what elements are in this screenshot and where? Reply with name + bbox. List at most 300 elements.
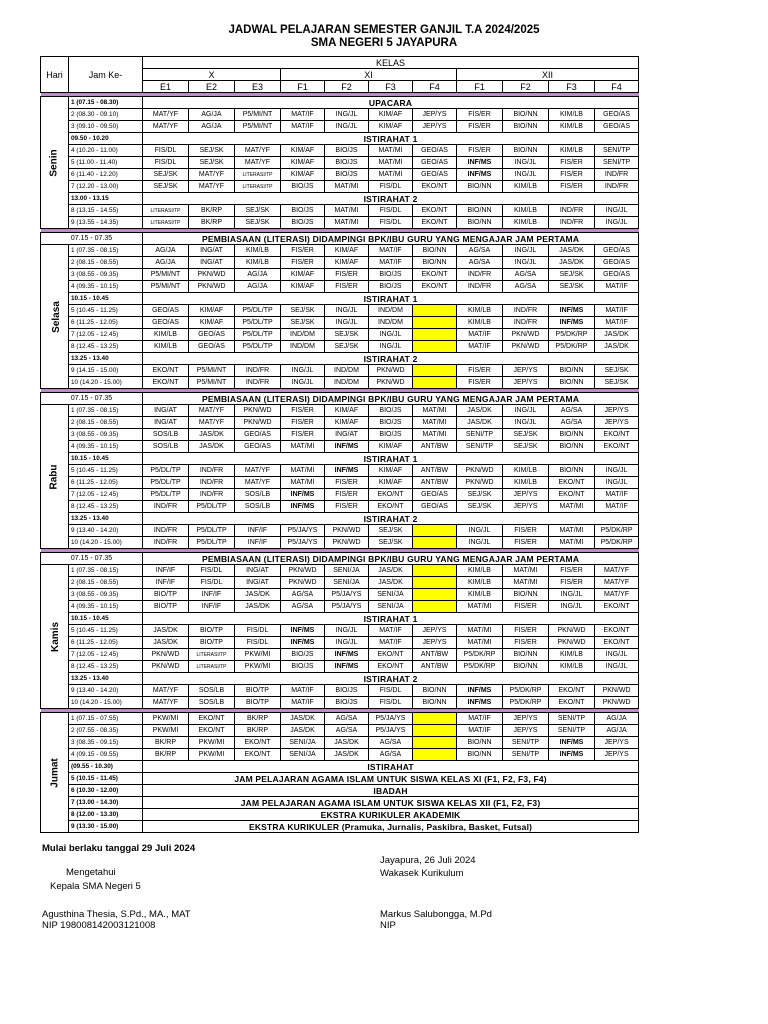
period-time: 2 (07.55 - 08.35): [69, 725, 143, 737]
subject-cell: KIM/LB: [503, 477, 549, 489]
subject-cell: FIS/DL: [143, 145, 189, 157]
subject-cell: SOS/LB: [235, 501, 281, 513]
subject-cell: SEJ/SK: [143, 169, 189, 181]
period-time: 3 (08.35 - 09.15): [69, 737, 143, 749]
subject-cell: BIO/JS: [281, 217, 325, 229]
subject-cell: BIO/TP: [189, 637, 235, 649]
table-row: [41, 453, 639, 465]
subject-cell: PKN/WD: [595, 697, 639, 709]
subject-cell: MAT/IF: [595, 489, 639, 501]
subject-cell: ING/JL: [325, 637, 369, 649]
subject-cell: KIM/AF: [369, 477, 413, 489]
subject-cell: FIS/ER: [325, 281, 369, 293]
subject-cell: EKO/NT: [413, 181, 457, 193]
subject-cell: AG/SA: [369, 749, 413, 761]
subject-cell: MAT/IF: [281, 109, 325, 121]
day-name: Kamis: [50, 621, 62, 652]
subject-cell: BIO/NN: [549, 365, 595, 377]
subject-cell: JEP/YS: [413, 625, 457, 637]
subject-cell: SEJ/SK: [281, 305, 325, 317]
subject-cell: BIO/NN: [457, 217, 503, 229]
subject-cell: EKO/NT: [595, 601, 639, 613]
table-row: [41, 341, 639, 353]
subject-cell: P5/DL/TP: [235, 305, 281, 317]
table-row: [41, 317, 639, 329]
subject-cell: IND/FR: [143, 525, 189, 537]
subject-cell: BIO/NN: [413, 245, 457, 257]
subject-cell: JAS/DK: [595, 341, 639, 353]
subject-cell: MAT/IF: [457, 725, 503, 737]
subject-cell: ING/JL: [595, 649, 639, 661]
subject-cell: ING/JL: [369, 329, 413, 341]
header-hari: Hari: [41, 57, 69, 93]
period-time: 6 (11.40 - 12.20): [69, 169, 143, 181]
subject-cell: MAT/YF: [189, 181, 235, 193]
subject-cell: BIO/NN: [503, 109, 549, 121]
subject-cell: JEP/YS: [413, 121, 457, 133]
subject-cell: EKO/NT: [413, 205, 457, 217]
table-row: [41, 637, 639, 649]
subject-cell: FIS/ER: [325, 501, 369, 513]
subject-cell: ING/JL: [595, 205, 639, 217]
table-row: [41, 713, 639, 725]
subject-cell: SEJ/SK: [457, 489, 503, 501]
period-time: 5 (10.45 - 11.25): [69, 465, 143, 477]
subject-cell: GEO/AS: [143, 305, 189, 317]
subject-cell: P5/DK/RP: [503, 697, 549, 709]
subject-cell: BIO/NN: [503, 661, 549, 673]
subject-cell: KIM/AF: [325, 417, 369, 429]
table-row: [41, 601, 639, 613]
period-time: 3 (08.55 - 09.35): [69, 429, 143, 441]
period-time: 9 (13.55 - 14.35): [69, 217, 143, 229]
subject-cell: ING/JL: [503, 169, 549, 181]
subject-cell: AG/JA: [235, 269, 281, 281]
subject-cell: JEP/YS: [413, 637, 457, 649]
period-time: [69, 785, 143, 797]
day-label: [41, 565, 69, 709]
subject-cell: P5/JA/YS: [369, 725, 413, 737]
period-time: [69, 761, 143, 773]
period-time-text: 13.00 - 13.15: [71, 194, 109, 202]
subject-cell: EKO/NT: [413, 217, 457, 229]
subject-cell: EKO/NT: [143, 365, 189, 377]
subject-cell: FIS/ER: [549, 565, 595, 577]
subject-cell: INF/MS: [457, 685, 503, 697]
day-label: [41, 713, 69, 833]
subject-cell: AG/JA: [595, 725, 639, 737]
subject-cell: KIM/AF: [189, 305, 235, 317]
subject-cell: JAS/DK: [143, 637, 189, 649]
subject-cell: IND/FR: [549, 205, 595, 217]
subject-cell: P5/JA/YS: [369, 713, 413, 725]
table-row: [41, 625, 639, 637]
subject-cell: PKN/WD: [143, 649, 189, 661]
subject-cell: IND/FR: [189, 477, 235, 489]
subject-cell: EKO/NT: [189, 713, 235, 725]
subject-cell: JEP/YS: [413, 109, 457, 121]
subject-cell: FIS/DL: [369, 217, 413, 229]
subject-cell: FIS/DL: [189, 565, 235, 577]
subject-cell: IND/FR: [143, 537, 189, 549]
subject-cell: KIM/LB: [143, 341, 189, 353]
subject-cell: [413, 525, 457, 537]
table-row: [41, 725, 639, 737]
pembiasaan-note: PEMBIASAAN (LITERASI) DIDAMPINGI BPK/IBU GURU YANG MENGAJAR JAM PERTAMA: [143, 553, 639, 565]
subject-cell: P5/DL/TP: [189, 501, 235, 513]
subject-cell: SENI/TP: [503, 737, 549, 749]
period-time: 5 (10.45 - 11.25): [69, 625, 143, 637]
effective-date: Mulai berlaku tanggal 29 Juli 2024: [42, 843, 196, 854]
break-label: EKSTRA KURIKULER AKADEMIK: [143, 809, 639, 821]
subject-cell: KIM/LB: [549, 109, 595, 121]
subject-cell: ING/AT: [325, 429, 369, 441]
subject-cell: LITERASI/TP: [235, 181, 281, 193]
subject-cell: MAT/IF: [369, 637, 413, 649]
subject-cell: MAT/YF: [595, 589, 639, 601]
subject-cell: SENI/JA: [369, 601, 413, 613]
period-time: 4 (10.20 - 11.00): [69, 145, 143, 157]
subject-cell: EKO/NT: [595, 429, 639, 441]
subject-cell: KIM/LB: [549, 121, 595, 133]
subject-cell: P5/MI/NT: [189, 365, 235, 377]
subject-cell: SOS/LB: [143, 441, 189, 453]
subject-cell: IND/FR: [235, 377, 281, 389]
subject-cell: MAT/IF: [281, 697, 325, 709]
subject-cell: JAS/DK: [281, 713, 325, 725]
subject-cell: FIS/DL: [189, 577, 235, 589]
subject-cell: MAT/YF: [143, 109, 189, 121]
subject-cell: KIM/LB: [549, 145, 595, 157]
period-time: 4 (09.35 - 10.15): [69, 441, 143, 453]
subject-cell: P5/DL/TP: [143, 489, 189, 501]
subject-cell: LITERASI/TP: [189, 661, 235, 673]
subject-cell: AG/JA: [595, 713, 639, 725]
subject-cell: EKO/NT: [549, 697, 595, 709]
period-time: [69, 613, 143, 625]
day-label: [41, 405, 69, 549]
subject-cell: BIO/JS: [369, 269, 413, 281]
period-time: 7 (12.05 - 12.45): [69, 329, 143, 341]
subject-cell: JAS/DK: [595, 329, 639, 341]
subject-cell: JAS/DK: [235, 589, 281, 601]
header-group: XI: [281, 69, 457, 81]
school-name: SMA NEGERI 5 JAYAPURA: [310, 37, 458, 49]
subject-cell: FIS/ER: [325, 489, 369, 501]
subject-cell: FIS/ER: [325, 477, 369, 489]
subject-cell: GEO/AS: [595, 269, 639, 281]
header-class: E2: [189, 81, 235, 93]
subject-cell: SEJ/SK: [325, 341, 369, 353]
subject-cell: MAT/IF: [369, 625, 413, 637]
period-time: [69, 513, 143, 525]
subject-cell: JAS/DK: [457, 417, 503, 429]
subject-cell: AG/SA: [281, 589, 325, 601]
subject-cell: KIM/AF: [325, 257, 369, 269]
subject-cell: PKN/WD: [549, 625, 595, 637]
subject-cell: ING/JL: [503, 257, 549, 269]
header-class: F1: [457, 81, 503, 93]
right-role: Wakasek Kurikulum: [380, 868, 464, 879]
subject-cell: JEP/YS: [595, 417, 639, 429]
left-signatory-name: Agusthina Thesia, S.Pd., MA., MAT: [42, 909, 191, 920]
subject-cell: INF/MS: [549, 737, 595, 749]
subject-cell: FIS/ER: [503, 601, 549, 613]
subject-cell: BIO/NN: [457, 205, 503, 217]
subject-cell: FIS/DL: [235, 625, 281, 637]
period-time: 8 (12.45 - 13.25): [69, 661, 143, 673]
subject-cell: INF/MS: [281, 637, 325, 649]
subject-cell: SEJ/SK: [549, 269, 595, 281]
subject-cell: INF/MS: [325, 441, 369, 453]
subject-cell: FIS/ER: [457, 377, 503, 389]
subject-cell: IND/DM: [281, 341, 325, 353]
table-row: [41, 97, 639, 109]
subject-cell: SENI/JA: [281, 749, 325, 761]
subject-cell: P5/MI/NT: [235, 109, 281, 121]
subject-cell: JEP/YS: [503, 501, 549, 513]
subject-cell: BIO/NN: [549, 465, 595, 477]
table-row: [41, 305, 639, 317]
subject-cell: ING/JL: [595, 477, 639, 489]
period-time: 6 (11.25 - 12.05): [69, 477, 143, 489]
subject-cell: PKW/MI: [189, 749, 235, 761]
subject-cell: [413, 749, 457, 761]
subject-cell: INF/MS: [281, 501, 325, 513]
period-time: 2 (08.15 - 08.55): [69, 417, 143, 429]
subject-cell: KIM/AF: [325, 405, 369, 417]
subject-cell: EKO/NT: [413, 269, 457, 281]
period-time: [69, 809, 143, 821]
header-class: F4: [595, 81, 639, 93]
subject-cell: INF/MS: [325, 649, 369, 661]
subject-cell: GEO/AS: [413, 489, 457, 501]
period-time: 8 (12.45 - 13.25): [69, 341, 143, 353]
subject-cell: MAT/MI: [549, 501, 595, 513]
subject-cell: GEO/AS: [595, 109, 639, 121]
subject-cell: LITERASI/TP: [235, 169, 281, 181]
table-row: [41, 797, 639, 809]
subject-cell: BIO/NN: [413, 697, 457, 709]
subject-cell: FIS/ER: [503, 537, 549, 549]
subject-cell: PKW/MI: [189, 737, 235, 749]
subject-cell: GEO/AS: [413, 145, 457, 157]
period-time: [69, 773, 143, 785]
subject-cell: MAT/MI: [369, 157, 413, 169]
subject-cell: BIO/JS: [325, 697, 369, 709]
subject-cell: P5/DK/RP: [457, 649, 503, 661]
subject-cell: IND/FR: [143, 501, 189, 513]
subject-cell: IND/FR: [503, 305, 549, 317]
period-time: 9 (13.40 - 14.20): [69, 525, 143, 537]
subject-cell: GEO/AS: [143, 317, 189, 329]
subject-cell: PKN/WD: [549, 637, 595, 649]
subject-cell: INF/MS: [457, 169, 503, 181]
period-time: 5 (11.00 - 11.40): [69, 157, 143, 169]
subject-cell: BIO/JS: [325, 145, 369, 157]
subject-cell: P5/DK/RP: [457, 661, 503, 673]
header-class: F1: [281, 81, 325, 93]
table-row: [41, 737, 639, 749]
table-row: [41, 121, 639, 133]
period-time: 3 (09.10 - 09.50): [69, 121, 143, 133]
subject-cell: FIS/ER: [457, 145, 503, 157]
subject-cell: IND/DM: [369, 305, 413, 317]
subject-cell: ING/JL: [595, 661, 639, 673]
subject-cell: MAT/MI: [413, 405, 457, 417]
subject-cell: MAT/IF: [595, 501, 639, 513]
subject-cell: PKN/WD: [369, 377, 413, 389]
pembiasaan-note: PEMBIASAAN (LITERASI) DIDAMPINGI BPK/IBU GURU YANG MENGAJAR JAM PERTAMA: [143, 393, 639, 405]
table-row: [41, 365, 639, 377]
subject-cell: LITERASI/TP: [189, 649, 235, 661]
subject-cell: MAT/MI: [503, 577, 549, 589]
subject-cell: SEJ/SK: [235, 205, 281, 217]
subject-cell: MAT/MI: [369, 145, 413, 157]
subject-cell: MAT/YF: [595, 565, 639, 577]
subject-cell: FIS/ER: [325, 269, 369, 281]
subject-cell: MAT/MI: [457, 625, 503, 637]
subject-cell: P5/DL/TP: [143, 477, 189, 489]
subject-cell: [413, 589, 457, 601]
subject-cell: INF/MS: [457, 697, 503, 709]
subject-cell: ING/AT: [235, 565, 281, 577]
subject-cell: INF/IF: [189, 589, 235, 601]
subject-cell: GEO/AS: [413, 169, 457, 181]
subject-cell: PKW/MI: [143, 725, 189, 737]
subject-cell: ING/JL: [325, 317, 369, 329]
table-row: [41, 269, 639, 281]
subject-cell: MAT/YF: [189, 417, 235, 429]
period-time-text: 10.15 - 10.45: [71, 454, 109, 462]
subject-cell: BIO/JS: [281, 661, 325, 673]
table-row: [41, 441, 639, 453]
subject-cell: SEJ/SK: [457, 501, 503, 513]
table-row: [41, 589, 639, 601]
subject-cell: ING/JL: [549, 601, 595, 613]
subject-cell: EKO/NT: [549, 685, 595, 697]
subject-cell: AG/SA: [549, 417, 595, 429]
subject-cell: BIO/JS: [281, 181, 325, 193]
table-row: [41, 377, 639, 389]
subject-cell: PKN/WD: [189, 281, 235, 293]
subject-cell: SEJ/SK: [595, 377, 639, 389]
subject-cell: INF/MS: [549, 317, 595, 329]
subject-cell: ING/JL: [457, 537, 503, 549]
subject-cell: PKN/WD: [457, 465, 503, 477]
subject-cell: KIM/LB: [503, 205, 549, 217]
subject-cell: EKO/NT: [413, 281, 457, 293]
subject-cell: KIM/LB: [235, 245, 281, 257]
subject-cell: [413, 577, 457, 589]
period-time: [69, 673, 143, 685]
subject-cell: LITERASI/TP: [143, 217, 189, 229]
left-signatory-nip: NIP 198008142003121008: [42, 920, 156, 931]
period-time-text: 13.25 - 13.40: [71, 354, 109, 362]
subject-cell: KIM/AF: [325, 245, 369, 257]
subject-cell: SENI/TP: [457, 429, 503, 441]
subject-cell: EKO/NT: [143, 377, 189, 389]
subject-cell: EKO/NT: [369, 489, 413, 501]
table-row: [41, 193, 639, 205]
day-label: [41, 245, 69, 389]
period-time: 7 (12.20 - 13.00): [69, 181, 143, 193]
pembiasaan-note: PEMBIASAAN (LITERASI) DIDAMPINGI BPK/IBU GURU YANG MENGAJAR JAM PERTAMA: [143, 233, 639, 245]
period-time-text: 1 (07.15 - 08.30): [71, 98, 119, 106]
pembiasaan-time: 07.15 - 07.35: [41, 553, 143, 565]
subject-cell: BIO/TP: [143, 589, 189, 601]
subject-cell: INF/IF: [143, 565, 189, 577]
subject-cell: [413, 329, 457, 341]
header-class: E3: [235, 81, 281, 93]
subject-cell: MAT/IF: [281, 685, 325, 697]
table-row: [41, 773, 639, 785]
subject-cell: SOS/LB: [235, 489, 281, 501]
subject-cell: P5/DK/RP: [549, 341, 595, 353]
period-time: 1 (07.35 - 08.15): [69, 565, 143, 577]
subject-cell: AG/JA: [189, 109, 235, 121]
subject-cell: MAT/YF: [143, 685, 189, 697]
subject-cell: FIS/ER: [281, 245, 325, 257]
subject-cell: AG/SA: [369, 737, 413, 749]
subject-cell: KIM/AF: [369, 465, 413, 477]
table-row: [41, 537, 639, 549]
subject-cell: AG/JA: [235, 281, 281, 293]
table-row: [41, 489, 639, 501]
subject-cell: BIO/JS: [325, 169, 369, 181]
subject-cell: BIO/JS: [369, 405, 413, 417]
period-time: [69, 97, 143, 109]
subject-cell: EKO/NT: [369, 661, 413, 673]
subject-cell: MAT/IF: [595, 317, 639, 329]
subject-cell: JAS/DK: [369, 577, 413, 589]
subject-cell: MAT/IF: [595, 305, 639, 317]
subject-cell: ING/AT: [189, 257, 235, 269]
subject-cell: P5/DK/RP: [549, 329, 595, 341]
subject-cell: [413, 365, 457, 377]
subject-cell: INF/MS: [549, 305, 595, 317]
table-row: [41, 809, 639, 821]
subject-cell: GEO/AS: [595, 121, 639, 133]
period-time: 3 (08.55 - 09.35): [69, 589, 143, 601]
subject-cell: ING/JL: [325, 121, 369, 133]
subject-cell: MAT/MI: [325, 205, 369, 217]
subject-cell: MAT/MI: [325, 217, 369, 229]
subject-cell: SENI/JA: [369, 589, 413, 601]
day-name: Senin: [48, 148, 60, 177]
subject-cell: P5/DL/TP: [189, 525, 235, 537]
subject-cell: PKN/WD: [281, 565, 325, 577]
subject-cell: JEP/YS: [595, 749, 639, 761]
subject-cell: INF/MS: [325, 465, 369, 477]
subject-cell: BIO/TP: [235, 685, 281, 697]
subject-cell: FIS/DL: [369, 697, 413, 709]
subject-cell: EKO/NT: [369, 649, 413, 661]
period-time: [69, 797, 143, 809]
subject-cell: EKO/NT: [595, 441, 639, 453]
schedule-table: [40, 56, 639, 833]
subject-cell: INF/MS: [281, 489, 325, 501]
subject-cell: JAS/DK: [457, 405, 503, 417]
subject-cell: P5/JA/YS: [325, 601, 369, 613]
subject-cell: ING/JL: [325, 109, 369, 121]
right-signatory-name: Markus Salubongga, M.Pd: [380, 909, 492, 920]
subject-cell: KIM/LB: [457, 577, 503, 589]
subject-cell: FIS/ER: [457, 365, 503, 377]
subject-cell: MAT/MI: [457, 601, 503, 613]
day-name: Rabu: [48, 464, 60, 489]
period-time: [69, 453, 143, 465]
